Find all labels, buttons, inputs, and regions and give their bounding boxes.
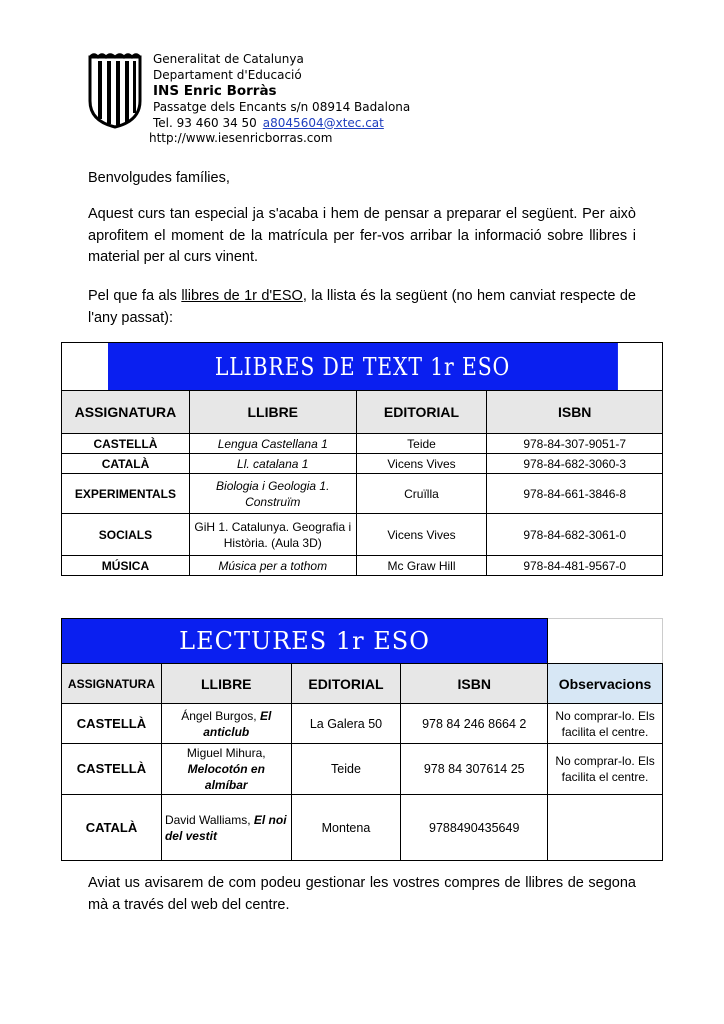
col-header-subject: ASSIGNATURA (62, 391, 190, 434)
col-header-subject: ASSIGNATURA (62, 664, 162, 704)
school-header (149, 52, 411, 147)
email-link[interactable]: a8045604@xtec.cat (262, 115, 384, 130)
table-row (62, 454, 663, 474)
book-cell (161, 795, 291, 861)
isbn-cell: 978-84-661-3846-8 (487, 474, 663, 514)
publisher-cell: Teide (291, 744, 401, 795)
books-intro-post: , la llista és la següent (no hem canviat respecte de l'any passat): (88, 288, 636, 326)
book-cell: Música per a tothom (189, 556, 356, 576)
publisher-cell: Vicens Vives (356, 514, 487, 556)
subject-cell: MÚSICA (62, 556, 190, 576)
book-cell (161, 744, 291, 795)
book-title: El anticlub (203, 708, 272, 739)
table-row (62, 514, 663, 556)
table-row (62, 556, 663, 576)
table-row (62, 704, 663, 744)
table-row (62, 795, 663, 861)
book-title: Melocotón en almíbar (187, 762, 265, 792)
publisher-cell: Cruïlla (356, 474, 487, 514)
publisher-cell: Vicens Vives (356, 454, 487, 474)
isbn-cell: 9788490435649 (401, 795, 548, 861)
book-author: Miguel Mihura, (186, 746, 266, 760)
book-cell: Biologia i Geologia 1. Construïm (189, 474, 356, 514)
col-header-publisher: EDITORIAL (356, 391, 487, 434)
school-address: Passatge dels Encants s/n 08914 Badalona (153, 100, 411, 114)
book-cell: Lengua Castellana 1 (189, 434, 356, 454)
subject-cell: CATALÀ (62, 795, 162, 861)
notes-cell: No comprar-lo. Els facilita el centre. (548, 744, 663, 795)
book-cell: GiH 1. Catalunya. Geografia i Història. (Aula 3D) (189, 514, 356, 556)
isbn-cell: 978-84-307-9051-7 (487, 434, 663, 454)
readings-title: LECTURES 1r ESO (62, 619, 548, 664)
subject-cell: CASTELLÀ (62, 434, 190, 454)
publisher-cell: La Galera 50 (291, 704, 401, 744)
isbn-cell: 978 84 246 8664 2 (401, 704, 548, 744)
col-header-isbn: ISBN (401, 664, 548, 704)
readings-table (61, 618, 663, 861)
subject-cell: SOCIALS (62, 514, 190, 556)
header-line-department: Departament d'Educació (153, 67, 302, 82)
textbooks-table (61, 342, 663, 576)
col-header-notes: Observacions (548, 664, 663, 704)
isbn-cell: 978 84 307614 25 (401, 744, 548, 795)
subject-cell: CASTELLÀ (62, 744, 162, 795)
col-header-book: LLIBRE (161, 664, 291, 704)
isbn-cell: 978-84-682-3060-3 (487, 454, 663, 474)
book-cell (161, 704, 291, 744)
phone-number: Tel. 93 460 34 50 (153, 115, 257, 130)
col-header-publisher: EDITORIAL (291, 664, 401, 704)
closing-paragraph: Aviat us avisarem de com podeu gestionar les vostres compres de llibres de segona mà a través del web del centre. (88, 875, 636, 913)
table-row (62, 434, 663, 454)
notes-cell: No comprar-lo. Els facilita el centre. (548, 704, 663, 744)
table-row (62, 744, 663, 795)
publisher-cell: Montena (291, 795, 401, 861)
notes-cell (548, 795, 663, 861)
contact-line (153, 116, 410, 132)
col-header-book: LLIBRE (189, 391, 356, 434)
book-author: David Walliams, (164, 812, 254, 827)
publisher-cell: Mc Graw Hill (356, 556, 487, 576)
header-line-generalitat: Generalitat de Catalunya (153, 52, 304, 66)
subject-cell: EXPERIMENTALS (62, 474, 190, 514)
books-link: llibres de 1r d'ESO (181, 288, 303, 304)
publisher-cell: Teide (356, 434, 487, 454)
empty-cell (548, 619, 663, 664)
table-row (62, 474, 663, 514)
isbn-cell: 978-84-682-3061-0 (487, 514, 663, 556)
book-author: Ángel Burgos, (181, 708, 260, 723)
greeting: Benvolgudes famílies, (88, 170, 230, 186)
book-cell: Ll. catalana 1 (189, 454, 356, 474)
school-name: INS Enric Borràs (153, 83, 277, 99)
col-header-isbn: ISBN (487, 391, 663, 434)
subject-cell: CASTELLÀ (62, 704, 162, 744)
subject-cell: CATALÀ (62, 454, 190, 474)
textbooks-title: LLIBRES DE TEXT 1r ESO (107, 343, 618, 391)
books-intro-pre: Pel que fa als (88, 288, 182, 304)
generalitat-logo (88, 51, 142, 129)
website-url[interactable]: http://www.iesenricborras.com (149, 131, 333, 145)
books-intro-paragraph (88, 286, 636, 329)
book-title: El noi del vestit (164, 812, 287, 843)
isbn-cell: 978-84-481-9567-0 (487, 556, 663, 576)
intro-paragraph: Aquest curs tan especial ja s'acaba i hem de pensar a preparar el següent. Per això aprofitem el moment de la matrícula per fer-vos arribar la informació sobre llibres i material per al curs vinent. (88, 206, 636, 265)
